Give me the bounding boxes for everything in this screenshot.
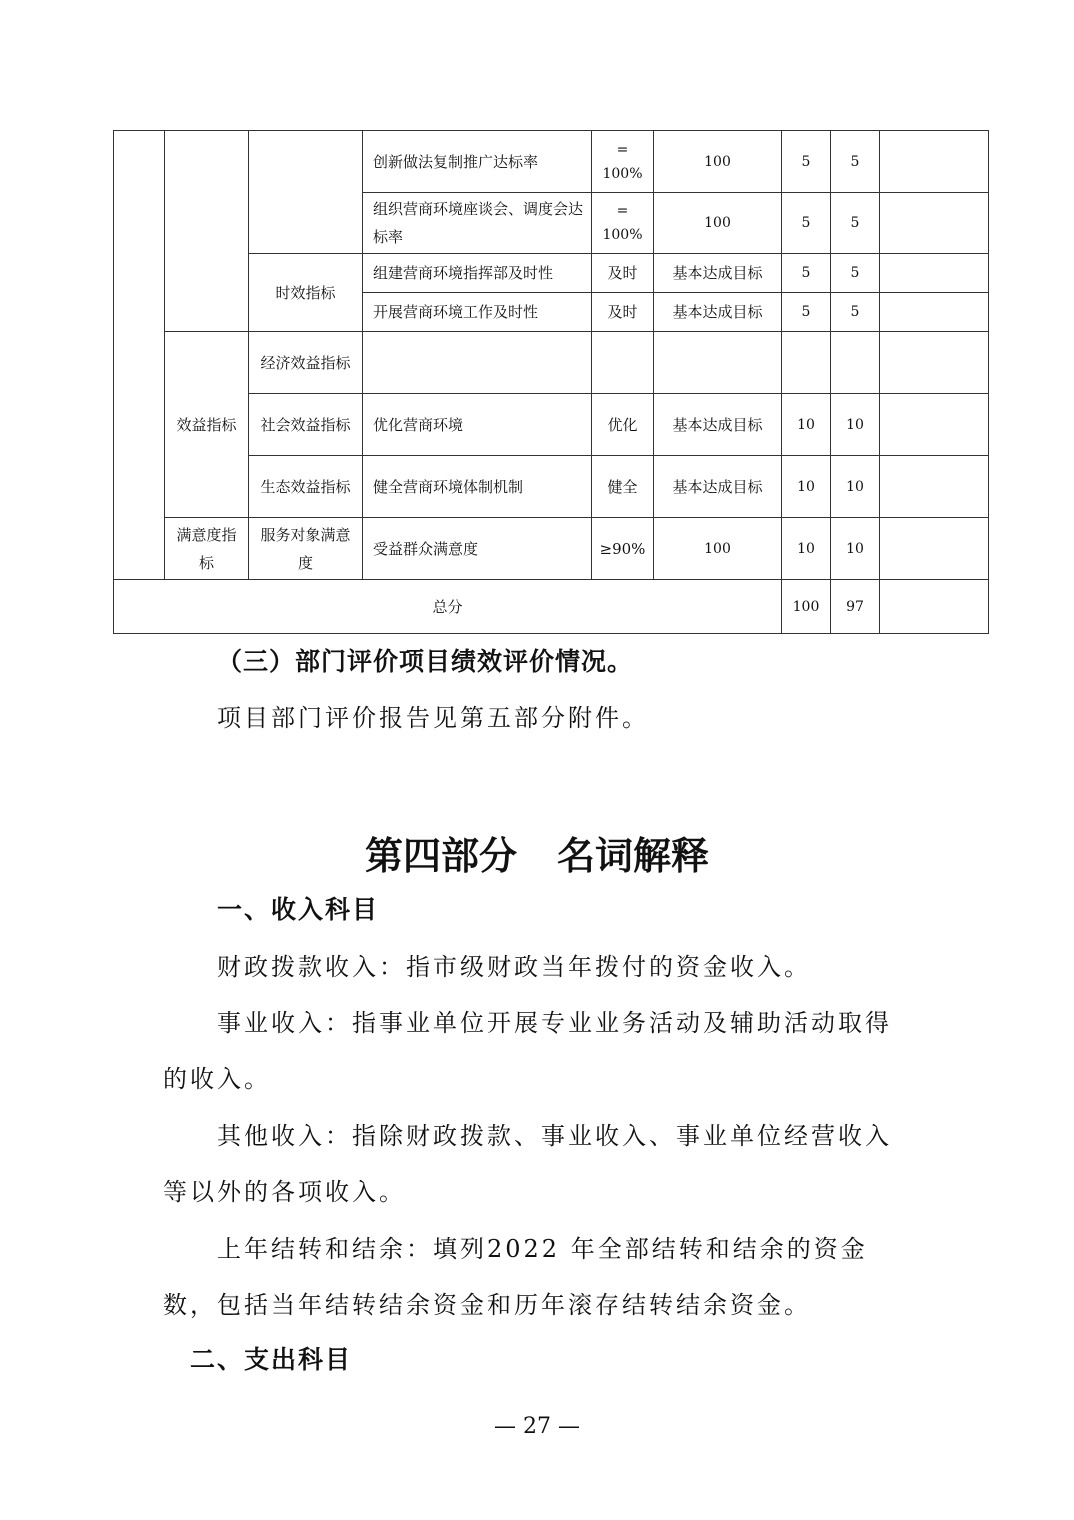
target-cell: 健全 — [592, 456, 654, 518]
performance-table — [113, 130, 989, 634]
indicator-cell: 受益群众满意度 — [363, 518, 592, 580]
score-cell: 10 — [831, 518, 880, 580]
actual-cell: 100 — [654, 518, 782, 580]
weight-cell: 5 — [782, 131, 831, 193]
level0-cell — [114, 131, 165, 580]
page-number: — 27 — — [494, 1414, 580, 1439]
actual-cell: 100 — [654, 193, 782, 254]
indicator-cell: 优化营商环境 — [363, 394, 592, 456]
remark-cell — [880, 254, 989, 293]
indicator-cell: 组织营商环境座谈会、调度会达标率 — [363, 193, 592, 254]
table-row — [114, 518, 989, 580]
remark-cell — [880, 394, 989, 456]
weight-cell: 10 — [782, 518, 831, 580]
remark-cell — [880, 518, 989, 580]
target-cell: = 100% — [592, 193, 654, 254]
target-cell: 优化 — [592, 394, 654, 456]
actual-cell: 基本达成目标 — [654, 456, 782, 518]
level1-cell: 效益指标 — [165, 332, 249, 518]
score-cell: 5 — [831, 254, 880, 293]
department-evaluation-body: 项目部门评价报告见第五部分附件。 — [217, 704, 649, 732]
indicator-cell: 创新做法复制推广达标率 — [363, 131, 592, 193]
section-title — [0, 828, 1074, 884]
weight-cell: 10 — [782, 456, 831, 518]
total-row — [114, 580, 989, 634]
department-evaluation-heading: （三）部门评价项目绩效评价情况。 — [217, 647, 634, 676]
level1-cell: 满意度指标 — [165, 518, 249, 580]
actual-cell: 基本达成目标 — [654, 293, 782, 332]
table-row — [114, 131, 989, 193]
weight-cell: 5 — [782, 293, 831, 332]
remark-cell — [880, 193, 989, 254]
weight-cell — [782, 332, 831, 394]
expense-heading: 二、支出科目 — [190, 1345, 353, 1374]
remark-cell — [880, 332, 989, 394]
actual-cell: 基本达成目标 — [654, 394, 782, 456]
actual-cell — [654, 332, 782, 394]
score-cell: 5 — [831, 193, 880, 254]
indicator-cell: 组建营商环境指挥部及时性 — [363, 254, 592, 293]
section-name: 名词解释 — [557, 834, 710, 878]
target-cell: ≥90% — [592, 518, 654, 580]
income-item: 财政拨款收入：指市级财政当年拨付的资金收入。 — [217, 953, 811, 981]
income-heading: 一、收入科目 — [217, 895, 380, 924]
income-item: 其他收入：指除财政拨款、事业收入、事业单位经营收入等以外的各项收入。 — [163, 1122, 892, 1206]
total-label: 总分 — [114, 580, 782, 634]
total-weight: 100 — [782, 580, 831, 634]
level2-cell: 服务对象满意度 — [249, 518, 363, 580]
income-item: 事业收入：指事业单位开展专业业务活动及辅助活动取得的收入。 — [163, 1009, 892, 1093]
level2-cell — [249, 131, 363, 254]
weight-cell: 5 — [782, 193, 831, 254]
level2-cell: 生态效益指标 — [249, 456, 363, 518]
total-remark — [880, 580, 989, 634]
section-part: 第四部分 — [364, 834, 517, 878]
total-score: 97 — [831, 580, 880, 634]
weight-cell: 10 — [782, 394, 831, 456]
score-cell: 10 — [831, 394, 880, 456]
level2-cell: 时效指标 — [249, 254, 363, 332]
score-cell: 5 — [831, 131, 880, 193]
table-row — [114, 332, 989, 394]
weight-cell: 5 — [782, 254, 831, 293]
remark-cell — [880, 131, 989, 193]
level1-cell — [165, 131, 249, 332]
indicator-cell: 开展营商环境工作及时性 — [363, 293, 592, 332]
actual-cell: 基本达成目标 — [654, 254, 782, 293]
level2-cell: 社会效益指标 — [249, 394, 363, 456]
score-cell: 5 — [831, 293, 880, 332]
remark-cell — [880, 293, 989, 332]
remark-cell — [880, 456, 989, 518]
indicator-cell — [363, 332, 592, 394]
score-cell: 10 — [831, 456, 880, 518]
actual-cell: 100 — [654, 131, 782, 193]
score-cell — [831, 332, 880, 394]
level2-cell: 经济效益指标 — [249, 332, 363, 394]
target-cell — [592, 332, 654, 394]
indicator-cell: 健全营商环境体制机制 — [363, 456, 592, 518]
target-cell: = 100% — [592, 131, 654, 193]
income-item: 上年结转和结余：填列2022 年全部结转和结余的资金数，包括当年结转结余资金和历年滚存结转结余资金。 — [163, 1235, 868, 1319]
target-cell: 及时 — [592, 254, 654, 293]
target-cell: 及时 — [592, 293, 654, 332]
